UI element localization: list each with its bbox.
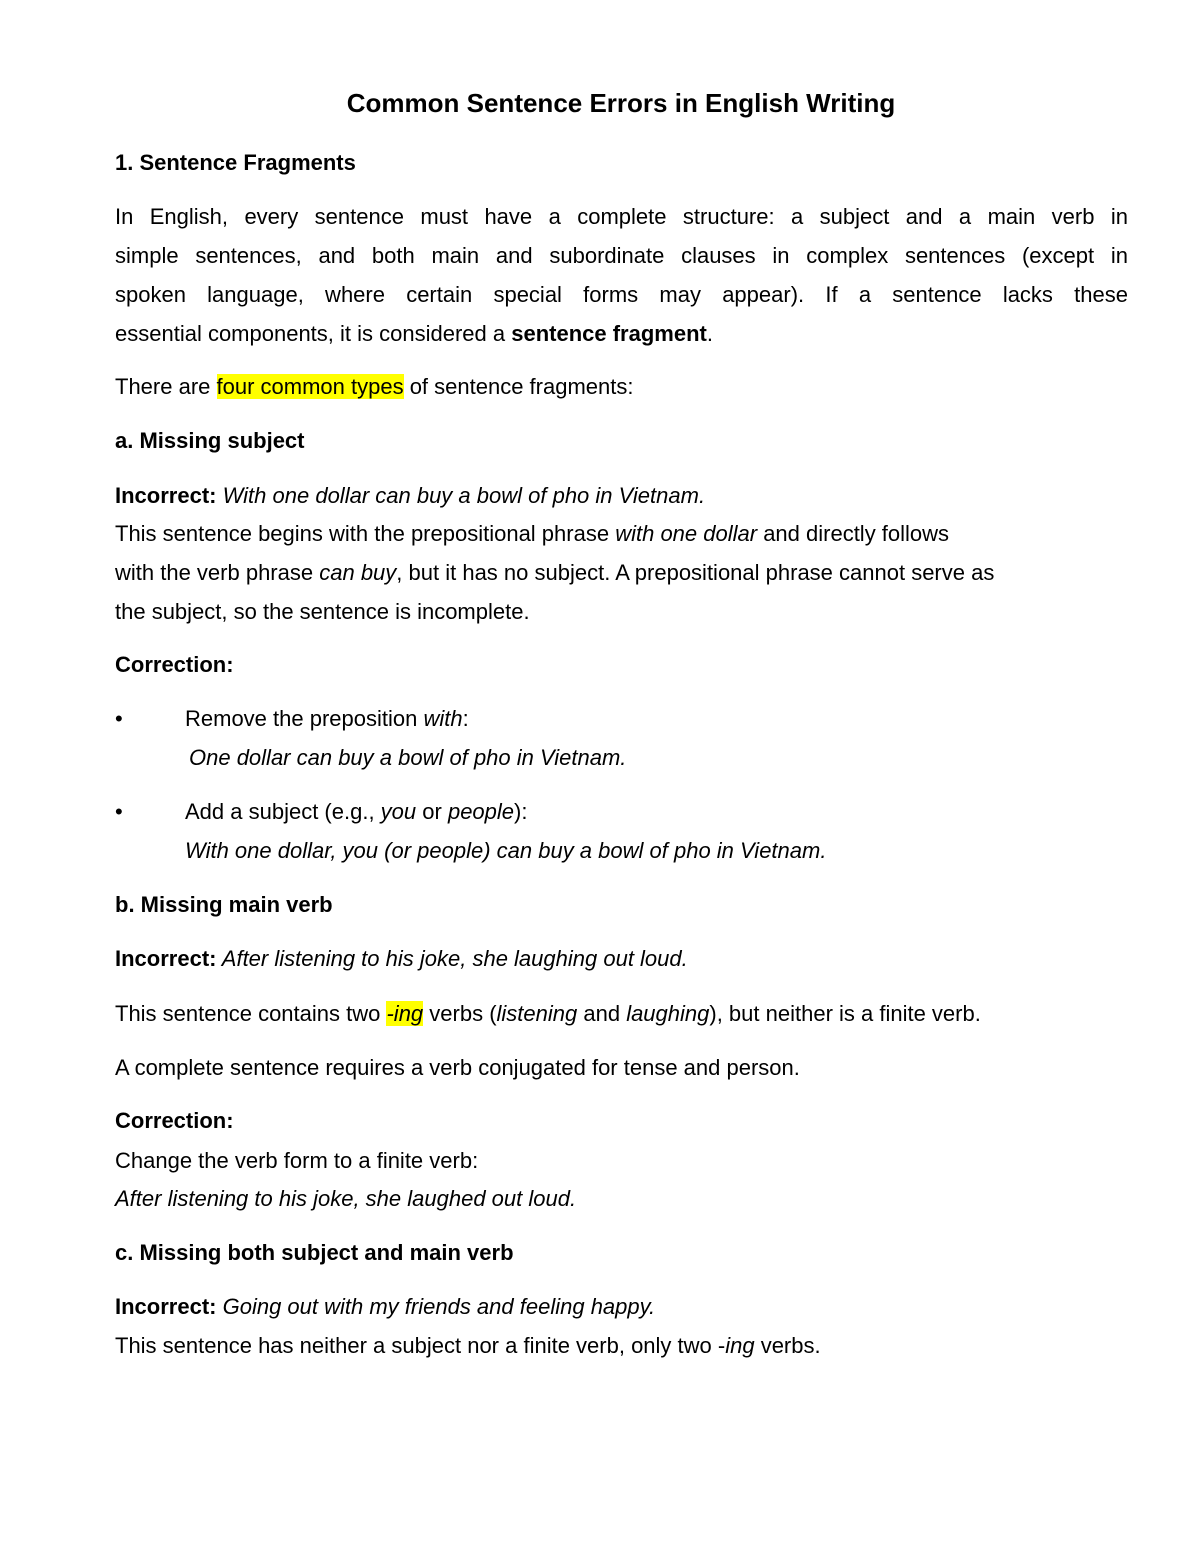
explanation-b-line-2: A complete sentence requires a verb conjugated for tense and person.	[115, 1055, 800, 1080]
subheading-missing-subject: a. Missing subject	[115, 428, 305, 453]
explanation-italic: laughing	[626, 1001, 710, 1026]
subheading-missing-main-verb: b. Missing main verb	[115, 892, 333, 917]
incorrect-sentence: After listening to his joke, she laughing out loud.	[216, 946, 688, 971]
correction-example-b: After listening to his joke, she laughed out loud.	[115, 1186, 577, 1211]
explanation-a-line-1	[115, 519, 949, 549]
bullet-italic: people	[447, 799, 515, 824]
explanation-text: verbs (	[423, 1001, 497, 1026]
explanation-text: ), but neither is a finite verb.	[709, 1001, 981, 1026]
explanation-italic: listening	[496, 1001, 578, 1026]
correction-text-b: Change the verb form to a finite verb:	[115, 1148, 479, 1173]
explanation-italic: with one dollar	[615, 521, 758, 546]
highlighted-four-common-types: four common types	[216, 374, 404, 399]
intro-paragraph-text: essential components, it is considered a	[115, 321, 512, 346]
explanation-text: with the verb phrase	[115, 560, 320, 585]
incorrect-sentence: With one dollar can buy a bowl of pho in Vietnam.	[216, 483, 706, 508]
document-title: Common Sentence Errors in English Writing	[346, 88, 896, 118]
incorrect-label: Incorrect:	[115, 483, 217, 508]
intro-paragraph-line-4	[115, 319, 713, 349]
explanation-b-line-1	[115, 999, 981, 1029]
explanation-text: This sentence contains two	[115, 1001, 387, 1026]
bullet-text: or	[416, 799, 448, 824]
incorrect-sentence: Going out with my friends and feeling happy.	[216, 1294, 656, 1319]
sentence-fragment-term: sentence fragment	[511, 321, 707, 346]
bullet-text: Remove the preposition	[185, 706, 424, 731]
incorrect-label: Incorrect:	[115, 1294, 217, 1319]
bullet-text: Add a subject (e.g.,	[185, 799, 381, 824]
intro-paragraph-line-2: simple sentences, and both main and subordinate clauses in complex sentences (except in	[115, 243, 1128, 268]
bullet-text: :	[462, 706, 469, 731]
bullet-marker: •	[115, 799, 123, 824]
explanation-italic: can buy	[319, 560, 397, 585]
incorrect-example-a	[115, 481, 705, 511]
intro-paragraph-line-3: spoken language, where certain special forms may appear). If a sentence lacks these	[115, 282, 1128, 307]
bullet-item-remove-preposition	[185, 704, 469, 734]
explanation-text: , but it has no subject. A prepositional phrase cannot serve as	[396, 560, 995, 585]
explanation-text: This sentence begins with the prepositional phrase	[115, 521, 616, 546]
bullet-marker: •	[115, 706, 123, 731]
subheading-missing-subject-and-verb: c. Missing both subject and main verb	[115, 1240, 514, 1265]
explanation-text: verbs.	[754, 1333, 821, 1358]
bullet-example-1: One dollar can buy a bowl of pho in Vietnam.	[189, 745, 627, 770]
types-text-post: of sentence fragments:	[403, 374, 634, 399]
types-sentence	[115, 372, 633, 402]
bullet-text: ):	[514, 799, 528, 824]
bullet-italic: with	[423, 706, 463, 731]
intro-paragraph-period: .	[706, 321, 713, 346]
explanation-a-line-2	[115, 558, 994, 588]
explanation-text: and directly follows	[757, 521, 950, 546]
explanation-text: and	[577, 1001, 627, 1026]
bullet-example-2: With one dollar, you (or people) can buy a bowl of pho in Vietnam.	[185, 838, 827, 863]
intro-paragraph-line-1: In English, every sentence must have a complete structure: a subject and a main verb in	[115, 204, 1128, 229]
explanation-c	[115, 1331, 821, 1361]
incorrect-label: Incorrect:	[115, 946, 217, 971]
explanation-italic: ing	[725, 1333, 755, 1358]
bullet-item-add-subject	[185, 797, 527, 827]
incorrect-example-b	[115, 944, 688, 974]
correction-label-b: Correction:	[115, 1108, 234, 1133]
correction-label-a: Correction:	[115, 652, 234, 677]
types-text-pre: There are	[115, 374, 217, 399]
explanation-text: This sentence has neither a subject nor a finite verb, only two -	[115, 1333, 726, 1358]
highlighted-ing: -ing	[386, 1001, 424, 1026]
incorrect-example-c	[115, 1292, 655, 1322]
bullet-italic: you	[380, 799, 417, 824]
section-heading-sentence-fragments: 1. Sentence Fragments	[115, 150, 356, 175]
explanation-a-line-3: the subject, so the sentence is incomplete.	[115, 599, 530, 624]
